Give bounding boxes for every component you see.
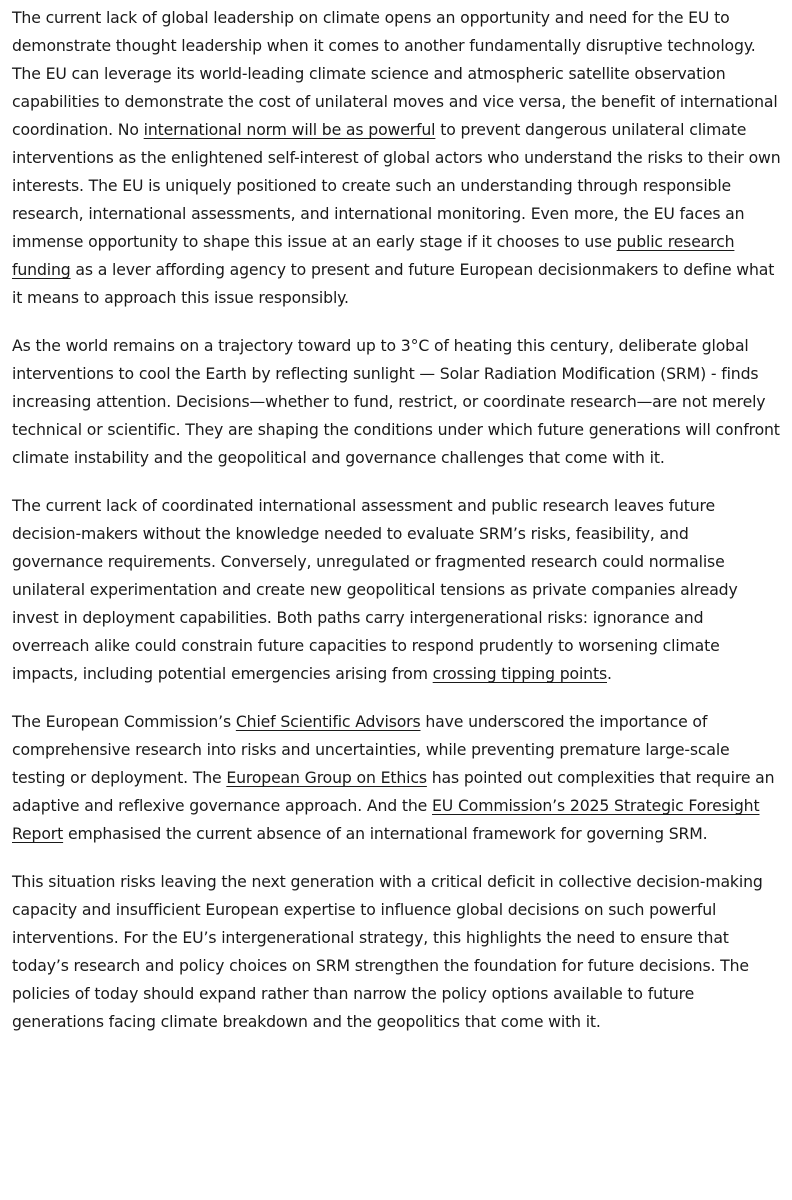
paragraph-4-text-1: The European Commission’s <box>12 712 236 731</box>
paragraph-1 <box>12 4 782 312</box>
paragraph-1-text-1: The current lack of global leadership on climate opens an opportunity and need for the EU to demonstrate thought leadership when it comes to another fundamentally disruptive technology. The EU can leverage its world-leading climate science and atmospheric satellite observation capabilities to demonstrate the cost of unilateral moves and vice versa, the benefit of international coordination. No <box>12 8 778 139</box>
paragraph-1-text-2: to prevent dangerous unilateral climate interventions as the enlightened self-interest of global actors who understand the risks to their own interests. The EU is uniquely positioned to create such an understanding through responsible research, international assessments, and international monitoring. Even more, the EU faces an immense opportunity to shape this issue at an early stage if it chooses to use <box>12 120 781 251</box>
paragraph-4 <box>12 708 782 848</box>
paragraph-4-text-3: has pointed out complexities that require an adaptive and reflexive governance approach. And the <box>12 768 775 815</box>
article-body <box>12 0 782 1056</box>
link-international-norm[interactable]: international norm will be as powerful <box>143 120 436 139</box>
paragraph-2 <box>12 332 782 472</box>
paragraph-1-text-3: as a lever affording agency to present and future European decisionmakers to define what it means to approach this issue responsibly. <box>12 260 775 307</box>
paragraph-3-text-1: The current lack of coordinated international assessment and public research leaves future decision-makers without the knowledge needed to evaluate SRM’s risks, feasibility, and governance requirements. Conversely, unregulated or fragmented research could normalise unilateral experimentation and create new geopolitical tensions as private companies already invest in deployment capabilities. Both paths carry intergenerational risks: ignorance and overreach alike could constrain future capacities to respond prudently to worsening climate impacts, including potential emergencies arising from <box>12 496 738 683</box>
link-public-research-funding[interactable]: public research funding <box>12 232 735 279</box>
paragraph-4-text-4: emphasised the current absence of an international framework for governing SRM. <box>63 824 708 843</box>
link-european-group-on-ethics[interactable]: European Group on Ethics <box>226 768 427 787</box>
paragraph-5 <box>12 868 782 1036</box>
paragraph-2-text-1: As the world remains on a trajectory toward up to 3°C of heating this century, deliberate global interventions to cool the Earth by reflecting sunlight — Solar Radiation Modification (SRM) - finds increasing attention. Decisions—whether to fund, restrict, or coordinate research—are not merely technical or scientific. They are shaping the conditions under which future generations will confront climate instability and the geopolitical and governance challenges that come with it. <box>12 336 780 467</box>
paragraph-3 <box>12 492 782 688</box>
link-crossing-tipping-points[interactable]: crossing tipping points <box>432 664 607 683</box>
paragraph-5-text-1: This situation risks leaving the next generation with a critical deficit in collective decision-making capacity and insufficient European expertise to influence global decisions on such powerful interventions. For the EU’s intergenerational strategy, this highlights the need to ensure that today’s research and policy choices on SRM strengthen the foundation for future decisions. The policies of today should expand rather than narrow the policy options available to future generations facing climate breakdown and the geopolitics that come with it. <box>12 872 763 1031</box>
paragraph-3-text-2: . <box>607 664 612 683</box>
link-strategic-foresight-report[interactable]: EU Commission’s 2025 Strategic Foresight Report <box>12 796 760 843</box>
link-chief-scientific-advisors[interactable]: Chief Scientific Advisors <box>235 712 421 731</box>
paragraph-4-text-2: have underscored the importance of comprehensive research into risks and uncertainties, while preventing premature large-scale testing or deployment. The <box>12 712 730 787</box>
